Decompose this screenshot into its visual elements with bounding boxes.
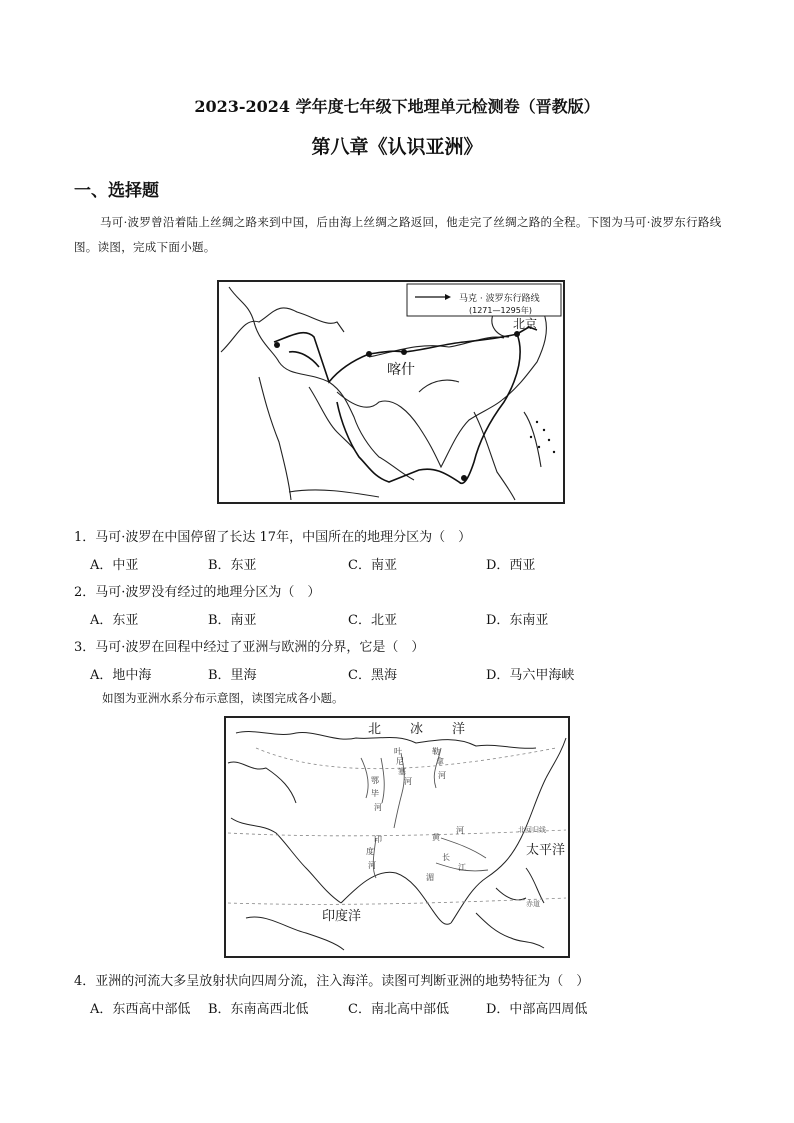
q1-option-c[interactable]: C．南亚 <box>348 558 397 573</box>
q2-option-a[interactable]: A．东亚 <box>90 613 139 628</box>
river-char-18: 湄 <box>426 873 434 882</box>
river-char-7: 河 <box>374 803 382 812</box>
river-char-3: 塞 <box>398 767 406 776</box>
tropic-label: 北回归线 <box>518 826 546 834</box>
river-char-9: 拿 <box>436 757 444 766</box>
section-heading: 一、选择题 <box>74 181 159 201</box>
exam-title: 2023-2024 学年度七年级下地理单元检测卷（晋教版） <box>194 97 600 116</box>
q1-option-b[interactable]: B．东亚 <box>208 558 257 573</box>
river-char-14: 黄 <box>432 833 440 842</box>
river-char-2: 尼 <box>396 757 404 766</box>
river-char-1: 叶 <box>394 747 402 756</box>
q1-option-a[interactable]: A．中亚 <box>90 558 139 573</box>
q2-option-c[interactable]: C．北亚 <box>348 613 397 628</box>
river-char-12: 度 <box>366 847 374 856</box>
q1-option-d[interactable]: D．西亚 <box>486 558 536 573</box>
passage-1: 马可·波罗曾沿着陆上丝绸之路来到中国，后由海上丝绸之路返回，他走完了丝绸之路的全程。下图为马可·波罗东行路线图。读图，完成下面小题。 <box>74 215 722 254</box>
passage-2: 如图为亚洲水系分布示意图，读图完成各小题。 <box>102 691 344 705</box>
question-3: 3．马可·波罗在回程中经过了亚洲与欧洲的分界，它是（ ） <box>74 640 425 655</box>
q2-option-b[interactable]: B．南亚 <box>208 613 257 628</box>
river-char-17: 江 <box>458 863 466 872</box>
river-char-6: 毕 <box>371 789 379 798</box>
asia-river-map <box>224 716 570 958</box>
question-2: 2．马可·波罗没有经过的地理分区为（ ） <box>74 585 321 600</box>
q4-option-b[interactable]: B．东南高西北低 <box>208 1002 309 1017</box>
legend-title: 马克 · 波罗东行路线 <box>459 294 540 304</box>
river-char-15: 河 <box>456 826 464 835</box>
river-char-13: 河 <box>368 861 376 870</box>
chapter-title: 第八章《认识亚洲》 <box>311 136 483 158</box>
label-beijing: 北京 <box>513 317 538 331</box>
q2-option-d[interactable]: D．东南亚 <box>486 613 549 628</box>
label-kashgar: 喀什 <box>387 362 415 378</box>
q3-option-c[interactable]: C．黑海 <box>348 668 397 683</box>
q4-option-d[interactable]: D．中部高四周低 <box>486 1002 588 1017</box>
question-4: 4．亚洲的河流大多呈放射状向四周分流，注入海洋。读图可判断亚洲的地势特征为（ ） <box>74 974 590 989</box>
q3-option-d[interactable]: D．马六甲海峡 <box>486 668 575 683</box>
marco-polo-route-map <box>217 280 565 504</box>
q4-option-a[interactable]: A．东西高中部低 <box>90 1002 191 1017</box>
equator-label: 赤道 <box>526 900 540 908</box>
river-char-5: 鄂 <box>371 776 379 785</box>
indian-label: 印度洋 <box>322 909 362 924</box>
legend-years: (1271—1295年) <box>469 306 532 315</box>
river-char-4: 河 <box>404 777 412 786</box>
arctic-label-1: 北 <box>368 722 382 737</box>
river-char-10: 河 <box>438 771 446 780</box>
q3-option-a[interactable]: A．地中海 <box>90 668 152 683</box>
pacific-label: 太平洋 <box>526 843 566 858</box>
river-char-11: 印 <box>374 835 382 844</box>
arctic-label-2: 冰 <box>410 722 424 737</box>
q4-option-c[interactable]: C．南北高中部低 <box>348 1002 449 1017</box>
question-1: 1．马可·波罗在中国停留了长达 17年，中国所在的地理分区为（ ） <box>74 530 472 545</box>
river-char-16: 长 <box>442 853 450 862</box>
river-char-8: 勒 <box>432 747 440 756</box>
q3-option-b[interactable]: B．里海 <box>208 668 257 683</box>
arctic-label-3: 洋 <box>452 722 466 737</box>
